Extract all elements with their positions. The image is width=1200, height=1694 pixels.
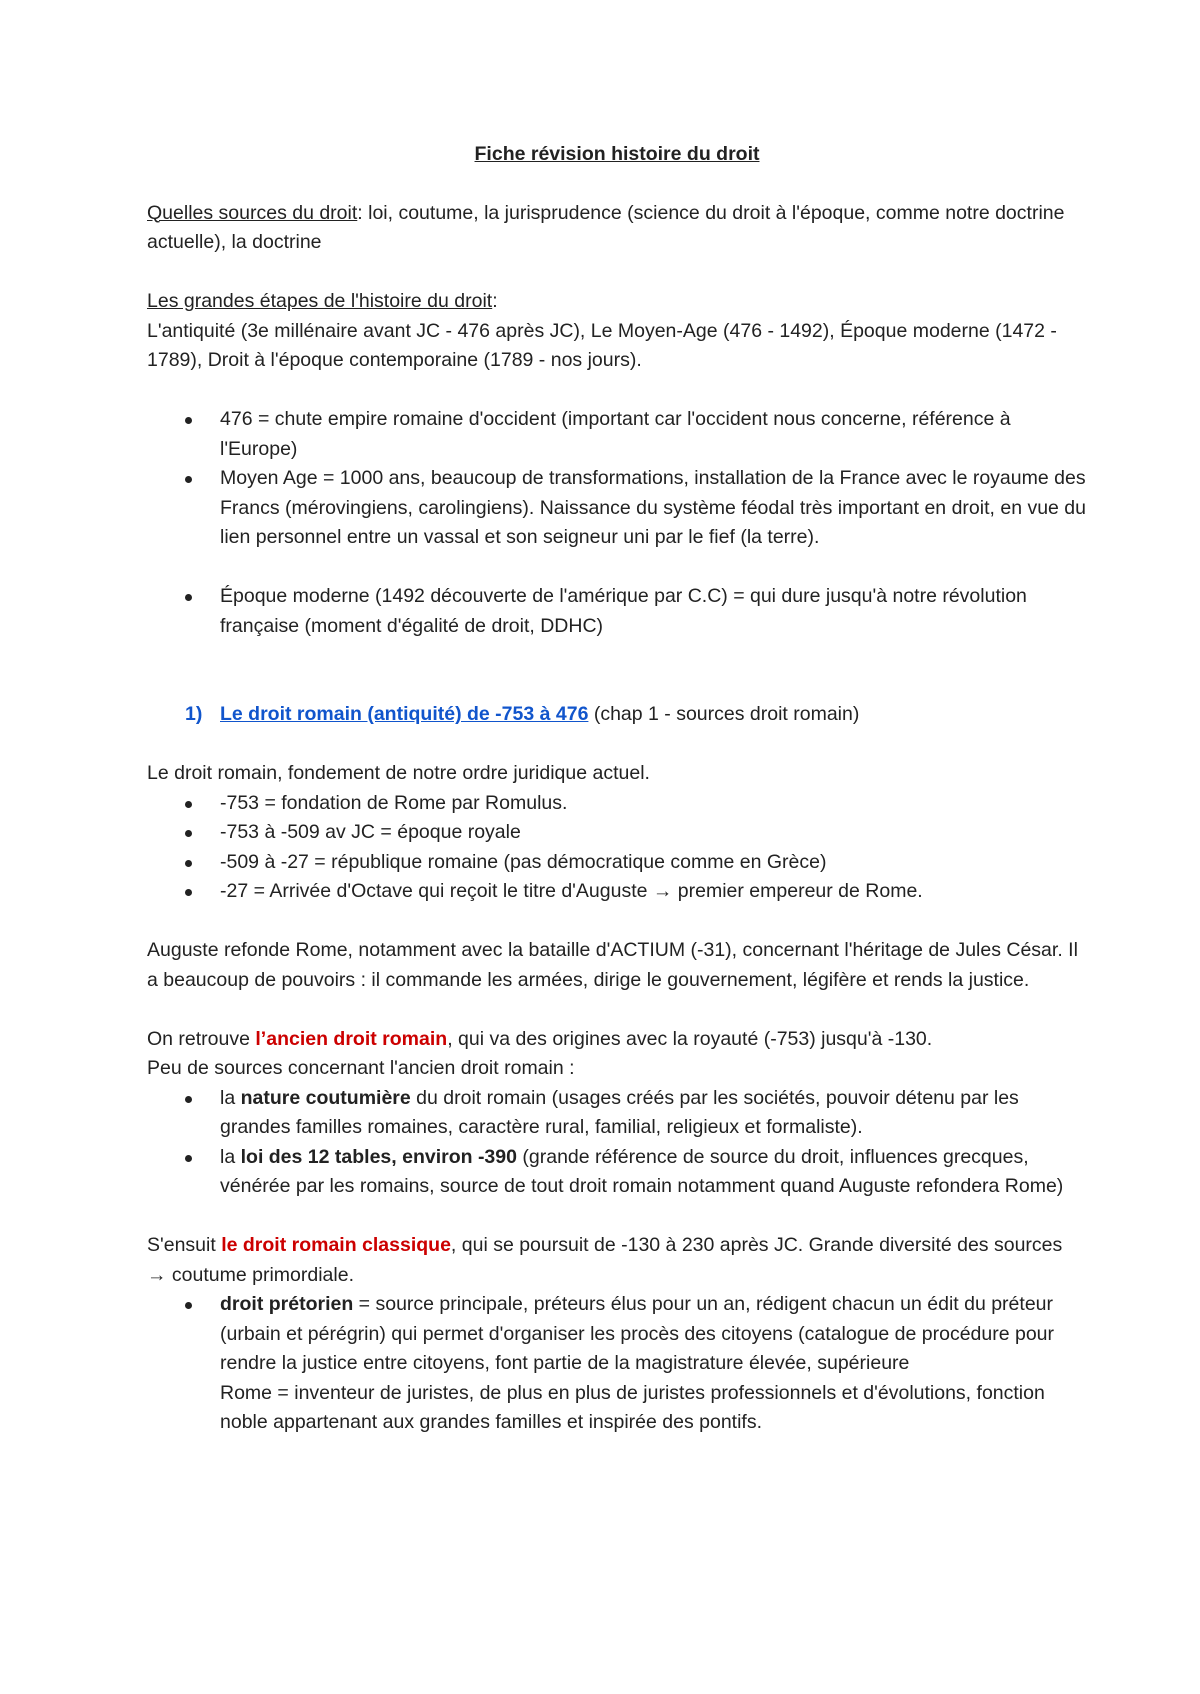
item-pre: la — [220, 1086, 241, 1109]
classique-post: , qui se poursuit de -130 à 230 après JC. Grande diversité des sources → coutume primordiale. — [147, 1234, 1063, 1286]
list-item: 476 = chute empire romaine d'occident (important car l'occident nous concerne, référence à l'Europe) — [147, 405, 1087, 464]
item-pre: la — [220, 1145, 241, 1168]
list-item — [147, 1143, 1087, 1202]
classique-list — [147, 1290, 1087, 1438]
etapes-colon: : — [492, 290, 498, 312]
ancien-paragraph — [147, 1025, 1087, 1055]
etapes-text: L'antiquité (3e millénaire avant JC - 476 après JC), Le Moyen-Age (476 - 1492), Époque moderne (1472 - 1789), Droit à l'époque contemporaine (1789 - nos jours). — [147, 319, 1057, 371]
item-bold: nature coutumière — [240, 1086, 411, 1109]
list-item: -753 à -509 av JC = époque royale — [147, 818, 1087, 848]
sources-label: Quelles sources du droit — [147, 201, 358, 224]
section-link[interactable]: Le droit romain (antiquité) de -753 à 476 — [220, 703, 589, 725]
list-item: Moyen Age = 1000 ans, beaucoup de transformations, installation de la France avec le royaume des Francs (mérovingiens, carolingiens). Naissance du système féodal très important en droit, en vue du lien personnel entre un vassal et son seigneur uni par le fief (la terre). — [147, 464, 1087, 553]
section-number: 1) — [185, 703, 203, 725]
list-item: -753 = fondation de Rome par Romulus. — [147, 789, 1087, 819]
list-item — [147, 1084, 1087, 1143]
section-subtitle: (chap 1 - sources droit romain) — [588, 703, 860, 725]
romain-list — [147, 789, 1087, 907]
etapes-list — [147, 405, 1087, 553]
ancien-pre: On retrouve — [147, 1027, 256, 1050]
item-post: = source principale, préteurs élus pour un an, rédigent chacun un édit du préteur (urbain et pérégrin) qui permet d'organiser les procès des citoyens (catalogue de procédure pour rendre la justice entre citoyens, font partie de la magistrature élevée, supérieure — [220, 1293, 1055, 1374]
page-title: Fiche révision histoire du droit — [474, 143, 760, 165]
ancien-list — [147, 1084, 1087, 1202]
classique-pre: S'ensuit — [147, 1234, 222, 1256]
section-heading — [147, 700, 1087, 730]
list-item — [147, 1290, 1087, 1438]
item-post: (grande référence de source du droit, influences grecques, vénérée par les romains, source de tout droit romain notamment quand Auguste refondera Rome) — [220, 1145, 1064, 1197]
sources-paragraph — [147, 199, 1087, 258]
item-bold: loi des 12 tables, environ -390 — [240, 1145, 517, 1168]
sources-text: : loi, coutume, la jurisprudence (science du droit à l'époque, comme notre doctrine actuelle), la doctrine — [147, 201, 1065, 253]
etapes-label: Les grandes étapes de l'histoire du droit — [147, 290, 493, 312]
document-page — [147, 140, 1087, 1438]
list-item: -27 = Arrivée d'Octave qui reçoit le titre d'Auguste → premier empereur de Rome. — [147, 877, 1087, 907]
ancien-post: , qui va des origines avec la royauté (-753) jusqu'à -130. — [447, 1027, 933, 1050]
etapes-heading — [147, 287, 1087, 317]
classique-highlight: le droit romain classique — [221, 1234, 451, 1256]
list-item: Époque moderne (1492 découverte de l'amérique par C.C) = qui dure jusqu'à notre révolution française (moment d'égalité de droit, DDHC) — [147, 582, 1087, 641]
auguste-paragraph: Auguste refonde Rome, notamment avec la bataille d'ACTIUM (-31), concernant l'héritage de Jules César. Il a beaucoup de pouvoirs : il commande les armées, dirige le gouvernement, légifère et rends la justice. — [147, 939, 1078, 991]
romain-intro: Le droit romain, fondement de notre ordre juridique actuel. — [147, 762, 650, 784]
list-item: -509 à -27 = république romaine (pas démocratique comme en Grèce) — [147, 848, 1087, 878]
item-post: du droit romain (usages créés par les sociétés, pouvoir détenu par les grandes familles romaines, caractère rural, familial, religieux et formaliste). — [220, 1086, 1019, 1138]
item-bold: droit prétorien — [220, 1293, 354, 1315]
ancien-line2: Peu de sources concernant l'ancien droit romain : — [147, 1057, 575, 1079]
item-extra: Rome = inventeur de juristes, de plus en plus de juristes professionnels et d'évolutions, fonction noble appartenant aux grandes familles et inspirée des pontifs. — [220, 1381, 1045, 1433]
etapes-list-2 — [147, 582, 1087, 641]
ancien-highlight: l’ancien droit romain — [255, 1027, 448, 1050]
classique-paragraph — [147, 1231, 1087, 1290]
